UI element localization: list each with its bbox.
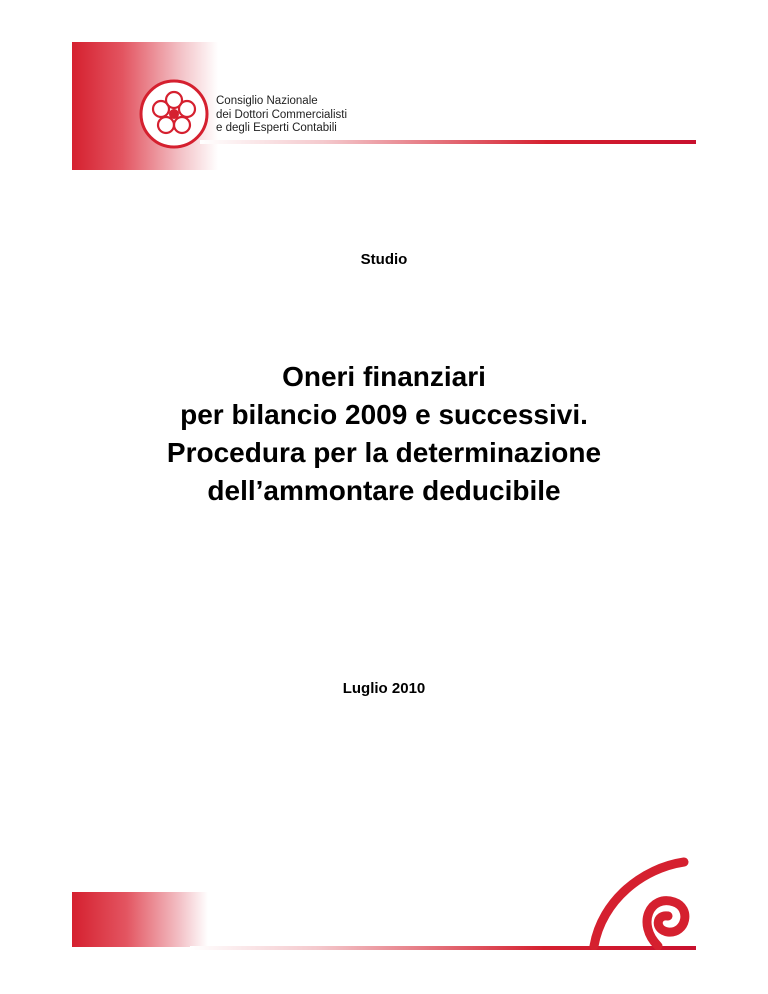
org-name-line-2: dei Dottori Commercialisti (216, 108, 348, 121)
title-line-3: Procedura per la determinazione (166, 437, 602, 468)
title-line-1: Oneri finanziari (282, 361, 486, 392)
header-rule (200, 140, 696, 144)
document-date: Luglio 2010 (342, 680, 426, 697)
red-swirl-decoration-icon (588, 850, 696, 950)
document-type: Studio (360, 251, 408, 268)
org-name-line-1: Consiglio Nazionale (216, 95, 318, 107)
footer-gradient-band (72, 892, 208, 947)
organization-name (216, 95, 416, 136)
title-line-4: dell’ammontare deducibile (207, 475, 561, 506)
document-title (0, 358, 768, 510)
cndcec-rosette-logo-icon (138, 78, 210, 150)
org-name-line-3: e degli Esperti Contabili (216, 122, 337, 134)
title-line-2: per bilancio 2009 e successivi. (180, 399, 588, 430)
